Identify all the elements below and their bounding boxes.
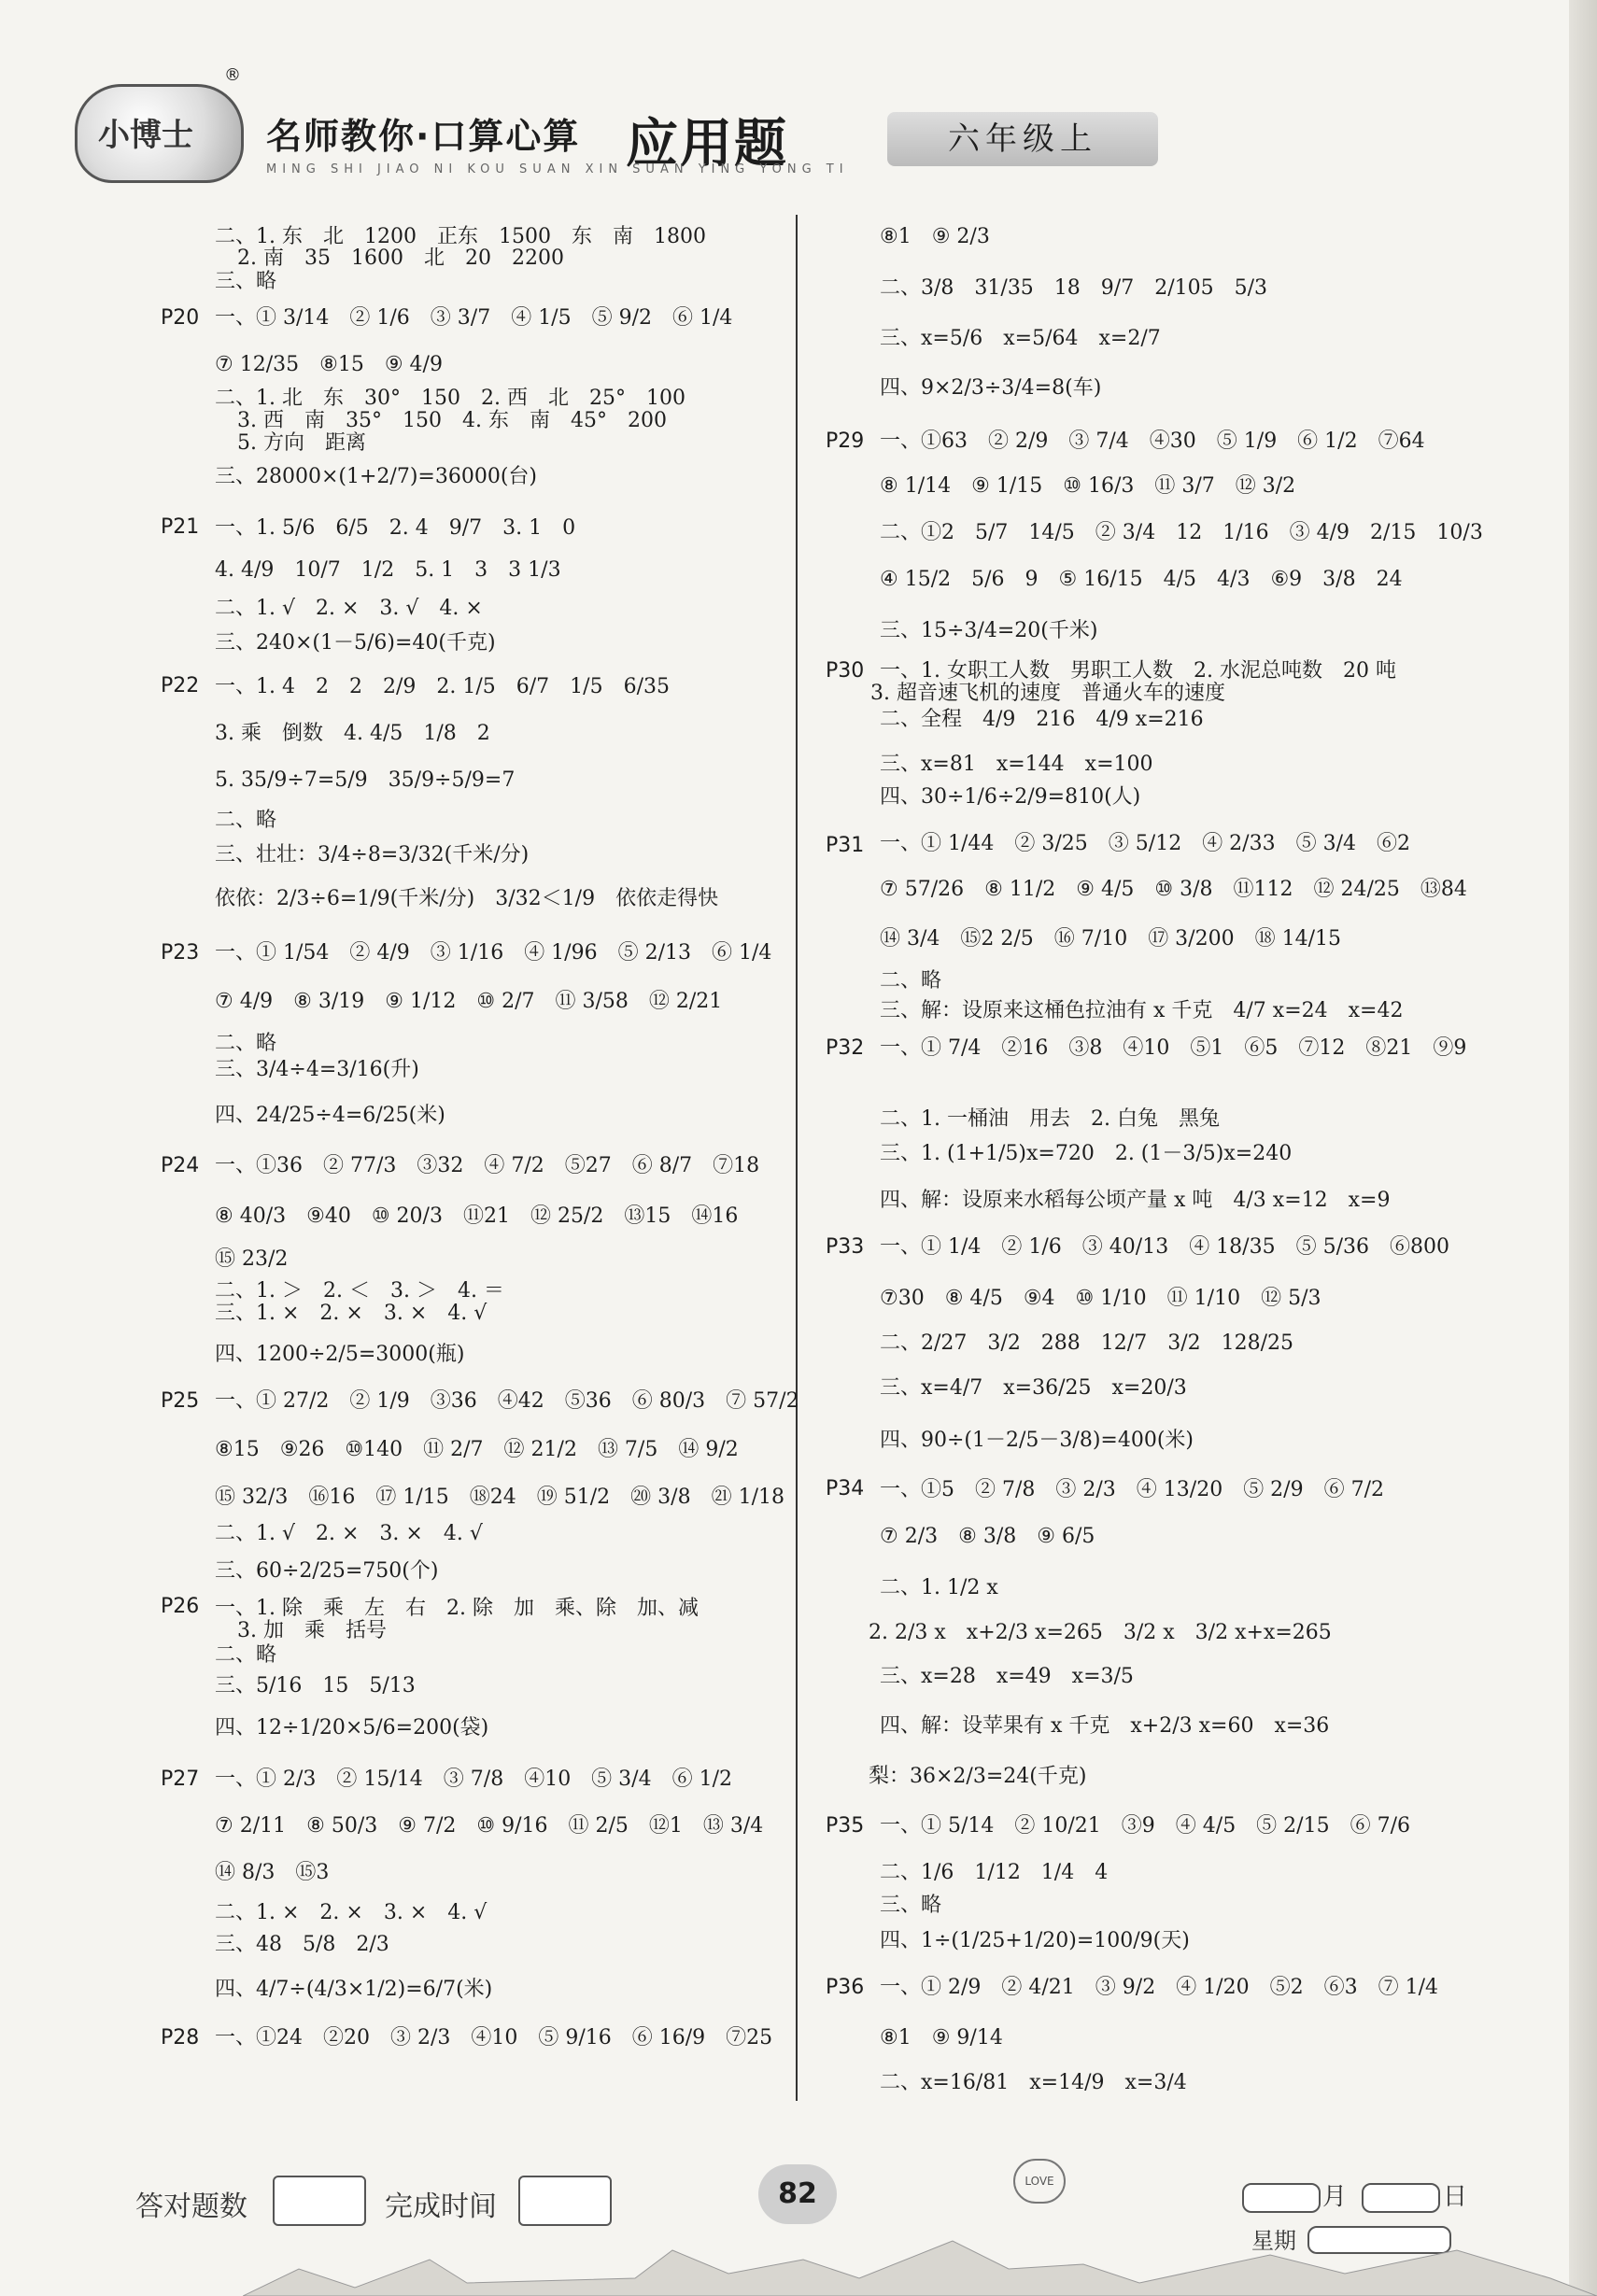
right-answer-line: 梨：36×2/3=24(千克) xyxy=(869,1765,1087,1788)
left-answer-line: 二、1. √ 2. × 3. √ 4. × xyxy=(215,597,483,620)
left-answer-line: 二、1. 东 北 1200 正东 1500 东 南 1800 xyxy=(215,225,706,248)
pinyin-subtitle: MING SHI JIAO NI KOU SUAN XIN SUAN YING YONG TI xyxy=(266,162,849,176)
left-answer-line: 四、12÷1/20×5/6=200(袋) xyxy=(215,1716,489,1740)
right-answer-line: 三、x=5/6 x=5/64 x=2/7 xyxy=(880,327,1161,350)
skyline-illustration xyxy=(243,2232,1597,2296)
left-answer-line: 三、48 5/8 2/3 xyxy=(215,1933,389,1956)
right-answer-line: 二、2/27 3/2 288 12/7 3/2 128/25 xyxy=(880,1331,1294,1355)
left-answer-line: 4. 4/9 10/7 1/2 5. 1 3 3 1/3 xyxy=(215,558,561,582)
right-answer-line: 四、90÷(1－2/5－3/8)=400(米) xyxy=(880,1429,1194,1452)
left-answer-line: 三、240×(1－5/6)=40(千克) xyxy=(215,631,496,655)
left-answer-line: 3. 西 南 35° 150 4. 东 南 45° 200 xyxy=(237,409,667,432)
right-answer-line: 一、① 5/14 ② 10/21 ③9 ④ 4/5 ⑤ 2/15 ⑥ 7/6 xyxy=(880,1814,1410,1838)
right-answer-line: 一、①5 ② 7/8 ③ 2/3 ④ 13/20 ⑤ 2/9 ⑥ 7/2 xyxy=(880,1478,1384,1501)
right-answer-line: 一、① 2/9 ② 4/21 ③ 9/2 ④ 1/20 ⑤2 ⑥3 ⑦ 1/4 xyxy=(880,1976,1438,1999)
right-answer-line: 四、9×2/3÷3/4=8(车) xyxy=(880,376,1102,400)
right-answer-line: 二、3/8 31/35 18 9/7 2/105 5/3 xyxy=(880,276,1268,300)
left-page-label: P22 xyxy=(161,674,200,697)
left-answer-line: 三、5/16 15 5/13 xyxy=(215,1674,416,1697)
right-page-label: P32 xyxy=(826,1036,865,1060)
page-number: 82 xyxy=(758,2164,837,2224)
left-page-label: P27 xyxy=(161,1768,200,1791)
left-answer-line: 二、略 xyxy=(215,809,277,832)
left-page-label: P25 xyxy=(161,1389,200,1413)
right-answer-line: 2. 2/3 x x+2/3 x=265 3/2 x 3/2 x+x=265 xyxy=(869,1621,1332,1644)
right-answer-line: 四、30÷1/6÷2/9=810(人) xyxy=(880,785,1141,809)
right-answer-line: ④ 15/2 5/6 9 ⑤ 16/15 4/5 4/3 ⑥9 3/8 24 xyxy=(880,568,1403,591)
correct-count-label: 答对题数 xyxy=(135,2190,247,2223)
left-answer-line: 二、1. × 2. × 3. × 4. √ xyxy=(215,1901,488,1924)
day-label: 日 xyxy=(1443,2183,1468,2211)
left-answer-line: 一、① 1/54 ② 4/9 ③ 1/16 ④ 1/96 ⑤ 2/13 ⑥ 1/4 xyxy=(215,941,772,965)
right-answer-line: ⑧ 1/14 ⑨ 1/15 ⑩ 16/3 ⑪ 3/7 ⑫ 3/2 xyxy=(880,474,1296,498)
left-answer-line: 一、1. 除 乘 左 右 2. 除 加 乘、除 加、减 xyxy=(215,1597,699,1620)
right-page-label: P31 xyxy=(826,834,865,857)
right-answer-line: 二、略 xyxy=(880,969,942,993)
left-answer-line: ⑦ 4/9 ⑧ 3/19 ⑨ 1/12 ⑩ 2/7 ⑪ 3/58 ⑫ 2/21 xyxy=(215,990,723,1013)
column-divider xyxy=(796,215,798,2101)
right-page-label: P34 xyxy=(826,1477,865,1500)
right-answer-line: 四、解：设苹果有 x 千克 x+2/3 x=60 x=36 xyxy=(880,1714,1330,1738)
left-page-label: P28 xyxy=(161,2026,200,2049)
left-answer-line: ⑦ 12/35 ⑧15 ⑨ 4/9 xyxy=(215,353,443,376)
right-page-label: P30 xyxy=(826,659,865,683)
right-answer-line: 二、①2 5/7 14/5 ② 3/4 12 1/16 ③ 4/9 2/15 10/3 xyxy=(880,521,1483,544)
week-label: 星期 xyxy=(1251,2228,1296,2254)
left-answer-line: ⑮ 23/2 xyxy=(215,1247,289,1271)
right-answer-line: ⑭ 3/4 ⑮2 2/5 ⑯ 7/10 ⑰ 3/200 ⑱ 14/15 xyxy=(880,927,1341,951)
right-answer-line: 一、① 1/4 ② 1/6 ③ 40/13 ④ 18/35 ⑤ 5/36 ⑥800 xyxy=(880,1235,1449,1259)
left-answer-line: 四、1200÷2/5=3000(瓶) xyxy=(215,1343,465,1366)
left-answer-line: 一、① 27/2 ② 1/9 ③36 ④42 ⑤36 ⑥ 80/3 ⑦ 57/2 xyxy=(215,1389,799,1413)
left-answer-line: 三、3/4÷4=3/16(升) xyxy=(215,1058,419,1081)
series-title: 名师教你·口算心算 xyxy=(266,116,581,157)
left-answer-line: 5. 35/9÷7=5/9 35/9÷5/9=7 xyxy=(215,768,516,792)
right-answer-line: 3. 超音速飞机的速度 普通火车的速度 xyxy=(870,682,1225,705)
logo xyxy=(75,84,244,183)
love-badge: LOVE xyxy=(1013,2159,1066,2204)
left-answer-line: ⑧15 ⑨26 ⑩140 ⑪ 2/7 ⑫ 21/2 ⑬ 7/5 ⑭ 9/2 xyxy=(215,1438,739,1461)
left-answer-line: 3. 乘 倒数 4. 4/5 1/8 2 xyxy=(215,722,490,745)
left-page-label: P23 xyxy=(161,941,200,965)
right-answer-line: ⑧1 ⑨ 2/3 xyxy=(880,225,990,248)
left-page-label: P26 xyxy=(161,1595,200,1618)
left-page-label: P20 xyxy=(161,306,200,330)
left-answer-line: 一、①36 ② 77/3 ③32 ④ 7/2 ⑤27 ⑥ 8/7 ⑦18 xyxy=(215,1154,760,1177)
left-answer-line: 三、28000×(1+2/7)=36000(台) xyxy=(215,465,538,488)
right-answer-line: ⑦30 ⑧ 4/5 ⑨4 ⑩ 1/10 ⑪ 1/10 ⑫ 5/3 xyxy=(880,1287,1321,1310)
left-answer-line: ⑮ 32/3 ⑯16 ⑰ 1/15 ⑱24 ⑲ 51/2 ⑳ 3/8 ㉑ 1/18 xyxy=(215,1486,784,1509)
grade-badge: 六年级上 xyxy=(887,112,1158,166)
right-answer-line: 三、15÷3/4=20(千米) xyxy=(880,619,1098,642)
right-page-label: P35 xyxy=(826,1814,865,1838)
left-answer-line: 二、略 xyxy=(215,1032,277,1055)
right-answer-line: 三、x=28 x=49 x=3/5 xyxy=(880,1665,1134,1688)
left-answer-line: 一、1. 5/6 6/5 2. 4 9/7 3. 1 0 xyxy=(215,516,576,540)
finish-time-box[interactable] xyxy=(518,2176,612,2226)
right-answer-line: 三、x=4/7 x=36/25 x=20/3 xyxy=(880,1376,1187,1400)
header xyxy=(75,65,1102,187)
left-answer-line: ⑭ 8/3 ⑮3 xyxy=(215,1861,330,1884)
right-answer-line: 三、1. (1+1/5)x=720 2. (1－3/5)x=240 xyxy=(880,1142,1293,1165)
left-answer-line: 5. 方向 距离 xyxy=(237,431,366,455)
left-answer-line: 三、壮壮：3/4÷8=3/32(千米/分) xyxy=(215,843,530,866)
left-answer-line: 一、1. 4 2 2 2/9 2. 1/5 6/7 1/5 6/35 xyxy=(215,675,670,698)
left-answer-line: 一、①24 ②20 ③ 2/3 ④10 ⑤ 9/16 ⑥ 16/9 ⑦25 xyxy=(215,2026,773,2049)
logo-text: 小博士 xyxy=(98,117,193,154)
left-answer-line: 三、略 xyxy=(215,270,277,293)
right-answer-line: 二、1/6 1/12 1/4 4 xyxy=(880,1861,1109,1884)
right-page-label: P36 xyxy=(826,1976,865,1999)
footer xyxy=(0,2148,1597,2296)
left-answer-line: 一、① 3/14 ② 1/6 ③ 3/7 ④ 1/5 ⑤ 9/2 ⑥ 1/4 xyxy=(215,306,733,330)
left-answer-line: 二、1. 北 东 30° 150 2. 西 北 25° 100 xyxy=(215,387,685,410)
left-answer-line: 三、1. × 2. × 3. × 4. √ xyxy=(215,1302,488,1325)
page-edge xyxy=(1569,0,1597,2296)
left-answer-line: 四、4/7÷(4/3×1/2)=6/7(米) xyxy=(215,1978,493,2001)
left-answer-line: 一、① 2/3 ② 15/14 ③ 7/8 ④10 ⑤ 3/4 ⑥ 1/2 xyxy=(215,1768,732,1791)
right-answer-line: 三、解：设原来这桶色拉油有 x 千克 4/7 x=24 x=42 xyxy=(880,999,1404,1022)
left-answer-line: 二、1. √ 2. × 3. × 4. √ xyxy=(215,1522,483,1545)
left-answer-line: 三、60÷2/25=750(个) xyxy=(215,1559,439,1583)
right-answer-line: 一、① 7/4 ②16 ③8 ④10 ⑤1 ⑥5 ⑦12 ⑧21 ⑨9 xyxy=(880,1036,1467,1060)
day-box[interactable] xyxy=(1362,2183,1440,2213)
left-answer-line: ⑦ 2/11 ⑧ 50/3 ⑨ 7/2 ⑩ 9/16 ⑪ 2/5 ⑫1 ⑬ 3/4 xyxy=(215,1814,764,1838)
left-page-label: P24 xyxy=(161,1154,200,1177)
correct-count-box[interactable] xyxy=(273,2176,366,2226)
right-answer-line: 二、全程 4/9 216 4/9 x=216 xyxy=(880,708,1204,731)
right-answer-line: 四、1÷(1/25+1/20)=100/9(天) xyxy=(880,1929,1190,1952)
right-answer-line: 二、x=16/81 x=14/9 x=3/4 xyxy=(880,2071,1187,2094)
right-answer-line: 二、1. 一桶油 用去 2. 白兔 黑兔 xyxy=(880,1107,1220,1131)
left-answer-line: ⑧ 40/3 ⑨40 ⑩ 20/3 ⑪21 ⑫ 25/2 ⑬15 ⑭16 xyxy=(215,1204,739,1228)
right-answer-line: ⑦ 57/26 ⑧ 11/2 ⑨ 4/5 ⑩ 3/8 ⑪112 ⑫ 24/25 ⑬84 xyxy=(880,878,1467,901)
right-answer-line: 一、① 1/44 ② 3/25 ③ 5/12 ④ 2/33 ⑤ 3/4 ⑥2 xyxy=(880,832,1410,855)
left-answer-line: 四、24/25÷4=6/25(米) xyxy=(215,1104,445,1127)
left-answer-line: 3. 加 乘 括号 xyxy=(237,1619,387,1642)
book-title: 应用题 xyxy=(626,114,788,175)
right-answer-line: 三、x=81 x=144 x=100 xyxy=(880,753,1153,776)
finish-time-label: 完成时间 xyxy=(385,2190,497,2223)
left-answer-line: 2. 南 35 1600 北 20 2200 xyxy=(237,247,564,270)
right-answer-line: 三、略 xyxy=(880,1894,942,1917)
month-label: 月 xyxy=(1322,2183,1348,2211)
left-answer-line: 依依：2/3÷6=1/9(千米/分) 3/32＜1/9 依依走得快 xyxy=(215,887,719,910)
right-answer-line: 一、1. 女职工人数 男职工人数 2. 水泥总吨数 20 吨 xyxy=(880,659,1396,683)
right-page-label: P33 xyxy=(826,1235,865,1259)
registered-mark: ® xyxy=(224,65,241,85)
right-answer-line: 二、1. 1/2 x xyxy=(880,1576,998,1599)
right-answer-line: ⑦ 2/3 ⑧ 3/8 ⑨ 6/5 xyxy=(880,1525,1095,1548)
left-answer-line: 二、1. ＞ 2. ＜ 3. ＞ 4. ＝ xyxy=(215,1279,504,1303)
right-answer-line: 一、①63 ② 2/9 ③ 7/4 ④30 ⑤ 1/9 ⑥ 1/2 ⑦64 xyxy=(880,430,1425,453)
left-answer-line: 二、略 xyxy=(215,1643,277,1667)
right-page-label: P29 xyxy=(826,430,865,453)
right-answer-line: ⑧1 ⑨ 9/14 xyxy=(880,2026,1003,2049)
month-box[interactable] xyxy=(1242,2183,1321,2213)
right-answer-line: 四、解：设原来水稻每公顷产量 x 吨 4/3 x=12 x=9 xyxy=(880,1189,1391,1212)
left-page-label: P21 xyxy=(161,515,200,539)
